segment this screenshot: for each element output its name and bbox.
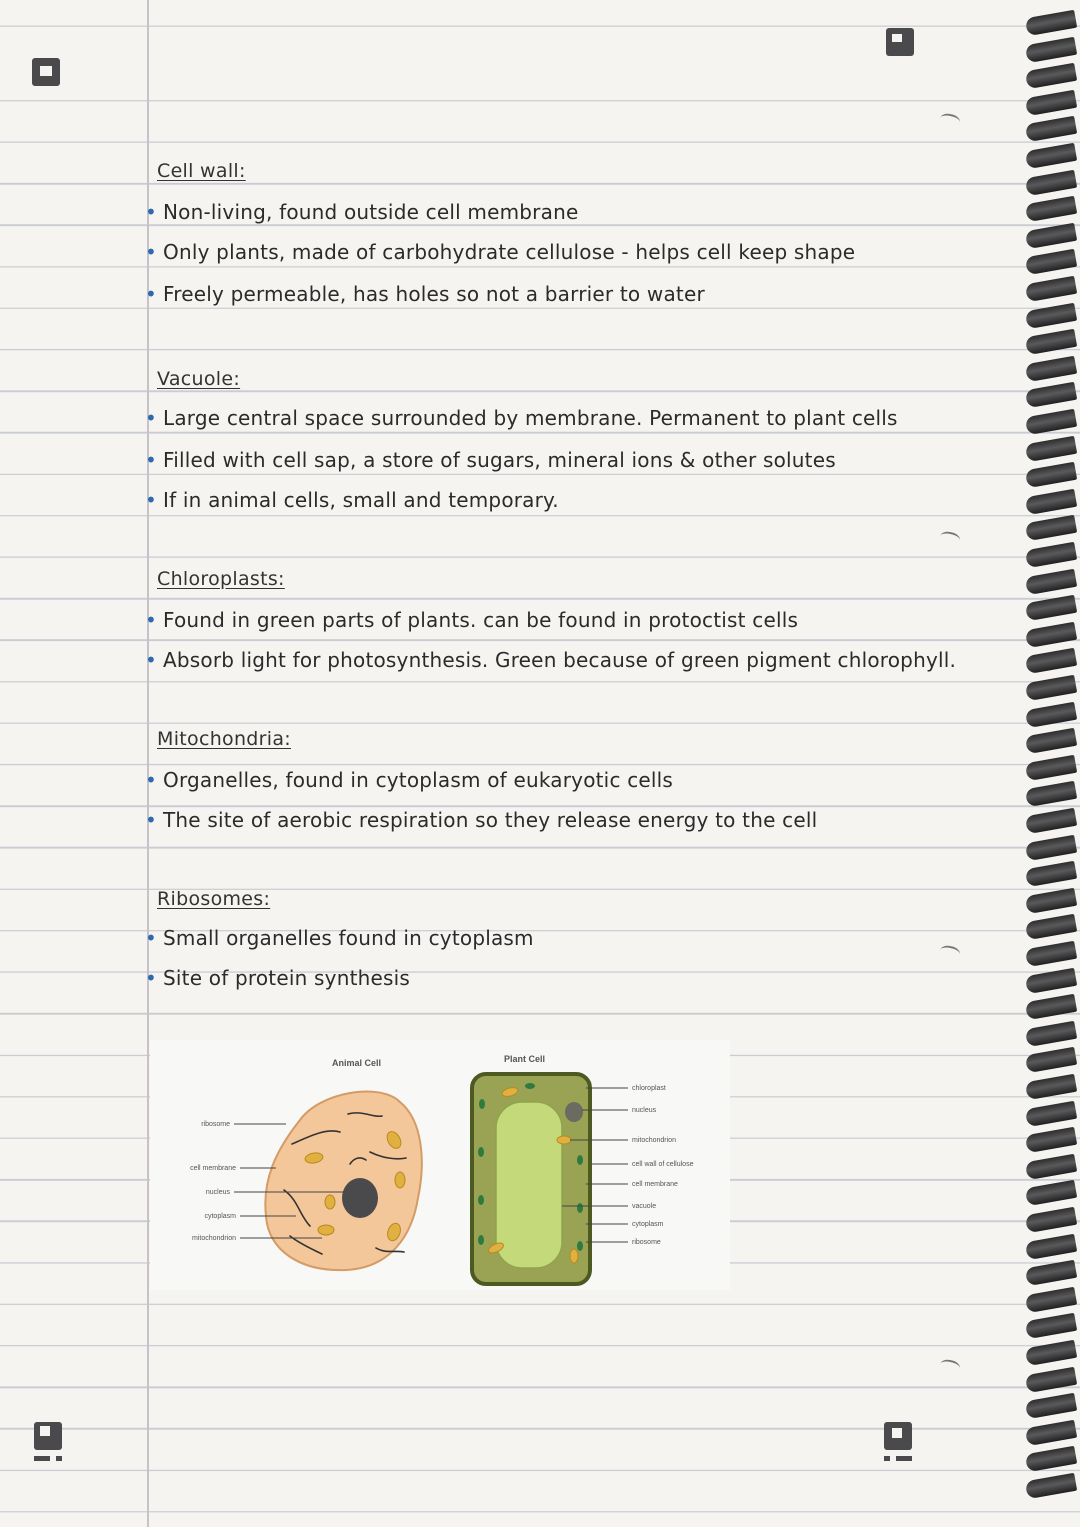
spiral-ring <box>1025 1287 1077 1313</box>
section-heading: Mitochondria: <box>157 728 291 750</box>
spiral-ring <box>1025 10 1077 36</box>
label-plant-cytoplasm: cytoplasm <box>632 1221 664 1228</box>
spiral-ring <box>1025 462 1077 488</box>
spiral-ring <box>1025 382 1077 408</box>
spiral-ring <box>1025 568 1077 594</box>
margin-line <box>147 0 149 1527</box>
spiral-ring <box>1025 515 1077 541</box>
spiral-ring <box>1025 781 1077 807</box>
spiral-ring <box>1025 356 1077 382</box>
bullet-point: • Site of protein synthesis <box>145 966 410 990</box>
bullet-point: • Large central space surrounded by membrane. Permanent to plant cells <box>145 406 898 430</box>
marker-dash <box>896 1456 912 1461</box>
spiral-ring <box>1025 675 1077 701</box>
spiral-ring <box>1025 36 1077 62</box>
spiral-ring <box>1025 302 1077 328</box>
bullet-point: • Found in green parts of plants. can be found in protoctist cells <box>145 608 798 632</box>
label-chloroplast: chloroplast <box>632 1085 666 1092</box>
section-heading: Vacuole: <box>157 368 241 390</box>
spiral-ring <box>1025 1313 1077 1339</box>
spiral-ring <box>1025 1207 1077 1233</box>
pencil-mark <box>939 1358 961 1374</box>
spiral-ring <box>1025 1021 1077 1047</box>
bullet-point: • If in animal cells, small and temporary. <box>145 488 559 512</box>
label-ribosome: ribosome <box>201 1121 230 1128</box>
bullet-point: • Absorb light for photosynthesis. Green because of green pigment chlorophyll. <box>145 648 956 672</box>
spiral-ring <box>1025 1340 1077 1366</box>
bullet-point: • Small organelles found in cytoplasm <box>145 926 534 950</box>
spiral-ring <box>1025 622 1077 648</box>
spiral-ring <box>1025 63 1077 89</box>
spiral-ring <box>1025 1473 1077 1499</box>
spiral-ring <box>1025 914 1077 940</box>
spiral-ring <box>1025 861 1077 887</box>
pencil-mark <box>939 944 961 960</box>
label-cell-membrane: cell membrane <box>190 1165 236 1172</box>
spiral-ring <box>1025 489 1077 515</box>
pencil-mark <box>939 112 961 128</box>
spiral-ring <box>1025 994 1077 1020</box>
spiral-ring <box>1025 1366 1077 1392</box>
bullet-point: • The site of aerobic respiration so they release energy to the cell <box>145 808 817 832</box>
section-heading: Ribosomes: <box>157 888 271 910</box>
corner-marker-icon <box>884 1422 912 1450</box>
bullet-point: • Organelles, found in cytoplasm of eukaryotic cells <box>145 768 673 792</box>
cell-diagram <box>150 1040 730 1290</box>
spiral-ring <box>1025 1420 1077 1446</box>
spiral-ring <box>1025 648 1077 674</box>
label-mitochondrion: mitochondrion <box>192 1235 236 1242</box>
spiral-ring <box>1025 728 1077 754</box>
marker-dash <box>884 1456 890 1461</box>
label-cell-wall: cell wall of cellulose <box>632 1161 694 1168</box>
spiral-binding <box>1020 10 1080 1510</box>
section-heading: Cell wall: <box>157 160 246 182</box>
spiral-ring <box>1025 435 1077 461</box>
spiral-ring <box>1025 1233 1077 1259</box>
spiral-ring <box>1025 834 1077 860</box>
animal-nucleus <box>342 1178 378 1218</box>
spiral-ring <box>1025 409 1077 435</box>
plant-vacuole <box>496 1102 562 1268</box>
label-plant-ribosome: ribosome <box>632 1239 661 1246</box>
spiral-ring <box>1025 1127 1077 1153</box>
label-plant-mitochondrion: mitochondrion <box>632 1137 676 1144</box>
spiral-ring <box>1025 808 1077 834</box>
animal-cell-title: Animal Cell <box>332 1058 382 1068</box>
spiral-ring <box>1025 1180 1077 1206</box>
cell-diagram-svg <box>150 1040 730 1290</box>
plant-nucleus <box>565 1102 583 1122</box>
spiral-ring <box>1025 169 1077 195</box>
spiral-ring <box>1025 1047 1077 1073</box>
spiral-ring <box>1025 888 1077 914</box>
spiral-ring <box>1025 196 1077 222</box>
label-plant-cell-membrane: cell membrane <box>632 1181 678 1188</box>
spiral-ring <box>1025 1446 1077 1472</box>
spiral-ring <box>1025 967 1077 993</box>
spiral-ring <box>1025 90 1077 116</box>
label-nucleus: nucleus <box>205 1189 230 1196</box>
label-plant-nucleus: nucleus <box>632 1107 657 1114</box>
marker-dash <box>34 1456 50 1461</box>
bullet-point: • Filled with cell sap, a store of sugars, mineral ions & other solutes <box>145 448 836 472</box>
label-cytoplasm: cytoplasm <box>204 1213 236 1220</box>
corner-marker-icon <box>32 58 60 86</box>
plant-cell-title: Plant Cell <box>504 1054 546 1064</box>
marker-dash <box>56 1456 62 1461</box>
pencil-mark <box>939 530 961 546</box>
spiral-ring <box>1025 1074 1077 1100</box>
bullet-point: • Non-living, found outside cell membrane <box>145 200 578 224</box>
corner-marker-icon <box>34 1422 62 1450</box>
label-vacuole: vacuole <box>632 1203 657 1210</box>
spiral-ring <box>1025 755 1077 781</box>
bullet-point: • Only plants, made of carbohydrate cellulose - helps cell keep shape <box>145 240 855 264</box>
spiral-ring <box>1025 1393 1077 1419</box>
bullet-point: • Freely permeable, has holes so not a barrier to water <box>145 282 705 306</box>
spiral-ring <box>1025 116 1077 142</box>
spiral-ring <box>1025 223 1077 249</box>
spiral-ring <box>1025 701 1077 727</box>
spiral-ring <box>1025 1260 1077 1286</box>
spiral-ring <box>1025 249 1077 275</box>
spiral-ring <box>1025 276 1077 302</box>
spiral-ring <box>1025 1100 1077 1126</box>
spiral-ring <box>1025 595 1077 621</box>
section-heading: Chloroplasts: <box>157 568 285 590</box>
spiral-ring <box>1025 1154 1077 1180</box>
spiral-ring <box>1025 941 1077 967</box>
corner-marker-icon <box>886 28 914 56</box>
spiral-ring <box>1025 329 1077 355</box>
spiral-ring <box>1025 542 1077 568</box>
spiral-ring <box>1025 143 1077 169</box>
